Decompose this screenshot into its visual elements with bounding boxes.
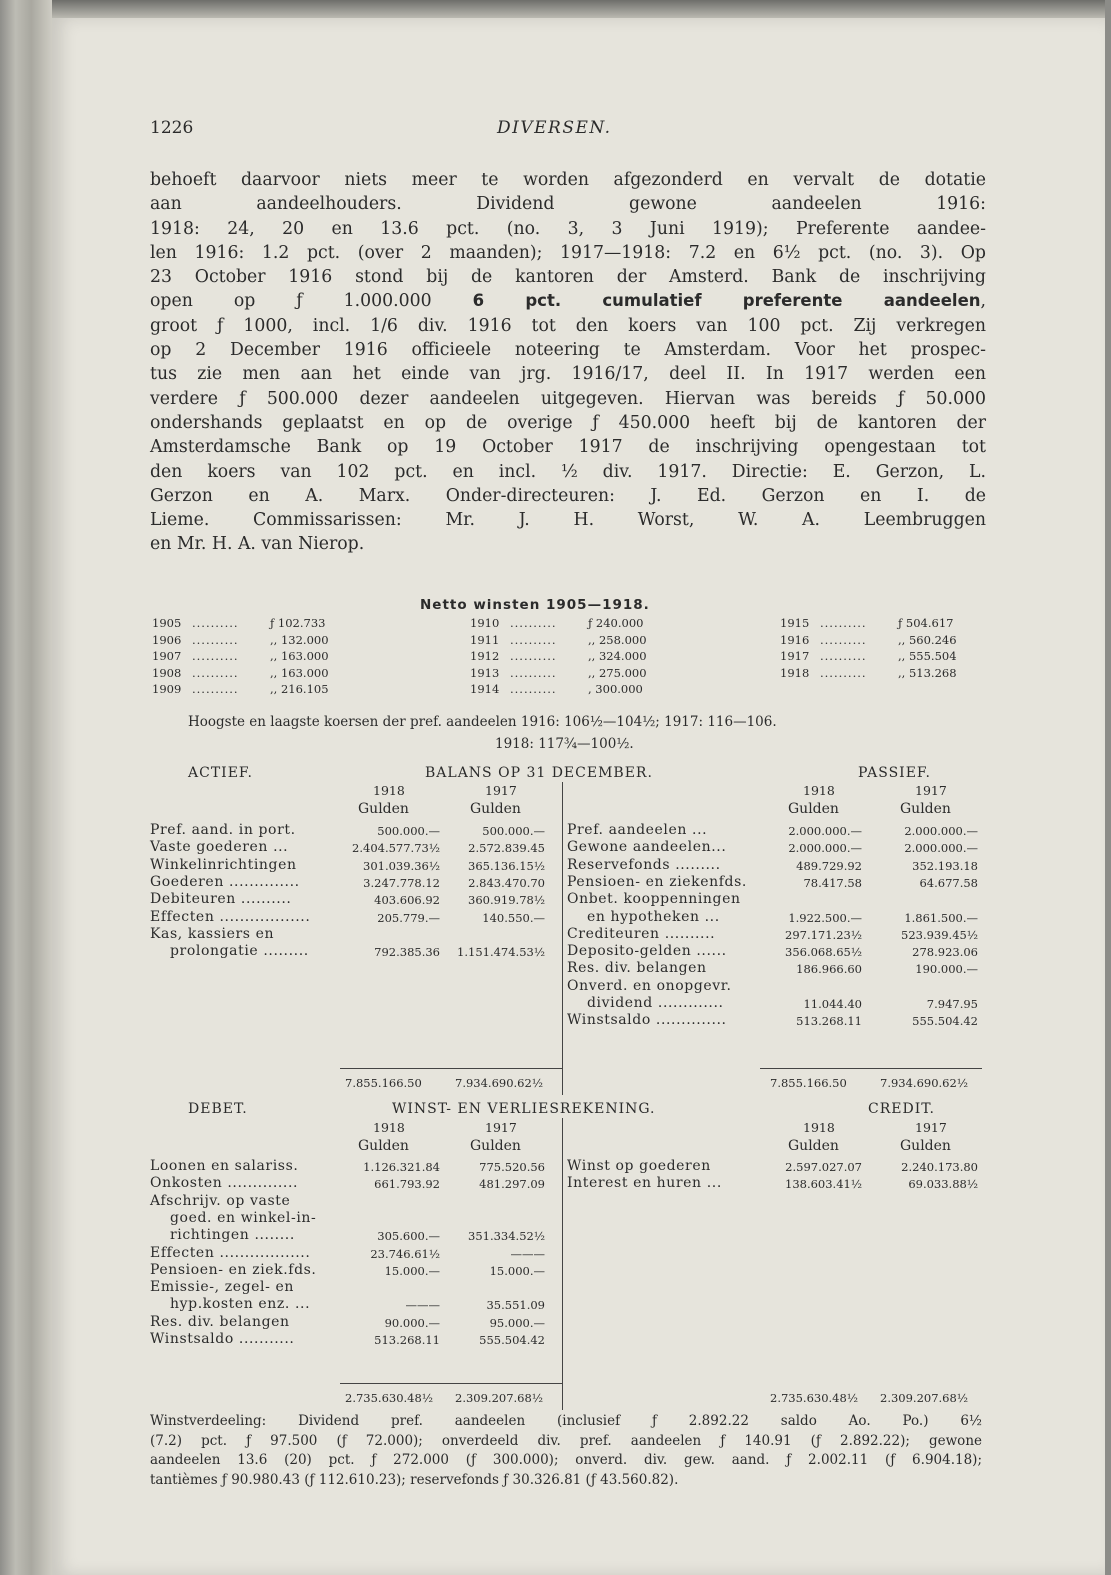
netto-year: 1906 bbox=[152, 632, 182, 647]
body-line: 1918: 24, 20 en 13.6 pct. (no. 3, 3 Juni 1919); Preferente aandee- bbox=[150, 218, 986, 239]
debet-label: Onkosten .............. bbox=[150, 1175, 299, 1192]
balans-actief-head: ACTIEF. bbox=[188, 765, 253, 781]
foot-line: tantièmes ƒ 90.980.43 (ƒ 112.610.23); reservefonds ƒ 30.326.81 (ƒ 43.560.82). bbox=[150, 1471, 679, 1488]
balans-year: 1917 bbox=[915, 783, 947, 798]
netto-amount: , 300.000 bbox=[588, 682, 643, 696]
passief-value-1917: 2.000.000.— bbox=[904, 824, 978, 838]
netto-row bbox=[152, 615, 329, 632]
body-line-part: open op ƒ 1.000.000 bbox=[150, 291, 473, 312]
netto-year: 1908 bbox=[152, 665, 182, 680]
actief-value-1918: 792.385.36 bbox=[374, 945, 440, 960]
passief-label: Pref. aandeelen ... bbox=[567, 822, 708, 838]
debet-label: Effecten .................. bbox=[150, 1244, 311, 1261]
netto-row bbox=[152, 648, 329, 665]
running-title: DIVERSEN. bbox=[497, 118, 612, 138]
debet-label: Winstsaldo ........... bbox=[150, 1331, 295, 1347]
netto-row bbox=[152, 681, 329, 698]
body-text bbox=[150, 168, 986, 557]
passief-value-1917: 523.939.45½ bbox=[901, 927, 978, 942]
balans-title: BALANS OP 31 DECEMBER. bbox=[425, 765, 653, 781]
netto-amount: ƒ 504.617 bbox=[898, 616, 954, 630]
credit-value-1918: 2.597.027.07 bbox=[785, 1160, 862, 1174]
body-line: ondershands geplaatst en op de overige ƒ 450.000 heeft bij de kantoren der bbox=[150, 412, 986, 433]
winst-title: WINST- EN VERLIESREKENING. bbox=[392, 1101, 656, 1117]
actief-label: Kas, kassiers en bbox=[150, 925, 275, 942]
body-line: Lieme. Commissarissen: Mr. J. H. Worst, W. A. Leembruggen bbox=[150, 510, 986, 531]
passief-label: Gewone aandeelen... bbox=[567, 839, 727, 856]
passief-value-1917: 352.193.18 bbox=[912, 858, 978, 873]
balans-unit: Gulden bbox=[358, 801, 409, 817]
winst-total-rule bbox=[340, 1383, 562, 1384]
debet-value-1917: 15.000.— bbox=[489, 1263, 545, 1278]
netto-year: 1907 bbox=[152, 649, 182, 663]
debet-value-1918: 513.268.11 bbox=[374, 1333, 440, 1347]
balans-year: 1918 bbox=[803, 783, 835, 798]
passief-label: Winstsaldo .............. bbox=[567, 1012, 727, 1029]
debet-label: richtingen ........ bbox=[170, 1227, 295, 1244]
credit-value-1917: 2.240.173.80 bbox=[901, 1160, 978, 1174]
scan-top-edge bbox=[0, 0, 1111, 18]
winst-year: 1918 bbox=[803, 1120, 835, 1135]
passief-value-1918: 11.044.40 bbox=[803, 997, 862, 1011]
winst-year: 1918 bbox=[373, 1120, 405, 1135]
winst-unit: Gulden bbox=[788, 1138, 839, 1154]
balans-passief-head: PASSIEF. bbox=[858, 765, 931, 781]
body-line: verdere ƒ 500.000 dezer aandeelen uitgegeven. Hiervan was bereids ƒ 50.000 bbox=[150, 388, 986, 409]
netto-amount: ƒ 102.733 bbox=[270, 616, 326, 630]
koers-line-1: Hoogste en laagste koersen der pref. aandeelen 1916: 106½—104½; 1917: 116—106. bbox=[188, 714, 777, 730]
netto-year: 1910 bbox=[470, 616, 500, 630]
debet-label: Afschrijv. op vaste bbox=[150, 1192, 291, 1209]
koers-line-2: 1918: 117¾—100½. bbox=[495, 736, 634, 752]
actief-value-1917: 2.572.839.45 bbox=[468, 841, 545, 856]
foot-line: (7.2) pct. ƒ 97.500 (ƒ 72.000); onverdeeld div. pref. aandeelen ƒ 140.91 (ƒ 2.892.22); gewone bbox=[150, 1432, 982, 1449]
actief-value-1918: 2.404.577.73½ bbox=[352, 841, 440, 856]
actief-label: Goederen .............. bbox=[150, 873, 300, 890]
debet-value-1918: 661.793.92 bbox=[374, 1177, 440, 1192]
netto-leader: .......... bbox=[192, 682, 239, 696]
passief-value-1918: 297.171.23½ bbox=[785, 927, 862, 942]
actief-value-1918: 3.247.778.12 bbox=[363, 875, 440, 890]
netto-amount: ,, 163.000 bbox=[270, 649, 329, 663]
netto-row bbox=[780, 665, 957, 682]
netto-year: 1905 bbox=[152, 616, 182, 630]
debet-value-1917: 351.334.52½ bbox=[468, 1229, 545, 1244]
netto-amount: ,, 275.000 bbox=[588, 665, 647, 680]
actief-label: Effecten .................. bbox=[150, 908, 311, 925]
balans-unit: Gulden bbox=[470, 801, 521, 817]
netto-row bbox=[470, 615, 647, 632]
balans-total: 7.855.166.50 bbox=[345, 1076, 422, 1090]
passief-label: en hypotheken ... bbox=[587, 908, 720, 925]
passief-value-1917: 555.504.42 bbox=[912, 1014, 978, 1029]
winst-center-rule bbox=[562, 1118, 563, 1410]
netto-row bbox=[152, 632, 329, 649]
balans-year: 1917 bbox=[485, 783, 517, 798]
body-line: den koers van 102 pct. en incl. ½ div. 1917. Directie: E. Gerzon, L. bbox=[150, 461, 986, 482]
passief-value-1917: 7.947.95 bbox=[926, 997, 978, 1011]
netto-amount: ,, 513.268 bbox=[898, 665, 957, 680]
winst-total: 2.735.630.48½ bbox=[345, 1391, 433, 1405]
netto-leader: .......... bbox=[510, 682, 557, 696]
debet-label: hyp.kosten enz. ... bbox=[170, 1296, 311, 1313]
netto-year: 1914 bbox=[470, 682, 500, 696]
netto-amount: ,, 216.105 bbox=[270, 682, 329, 696]
balans-total: 7.934.690.62½ bbox=[880, 1076, 968, 1090]
netto-row bbox=[470, 681, 647, 698]
passief-value-1918: 513.268.11 bbox=[796, 1014, 862, 1029]
netto-leader: .......... bbox=[192, 649, 239, 663]
debet-value-1918: 90.000.— bbox=[384, 1315, 440, 1330]
debet-value-1917: 555.504.42 bbox=[479, 1333, 545, 1347]
netto-year: 1909 bbox=[152, 682, 182, 696]
balans-total-rule bbox=[760, 1068, 982, 1069]
netto-row bbox=[780, 632, 957, 649]
balans-unit: Gulden bbox=[788, 801, 839, 817]
actief-value-1917: 2.843.470.70 bbox=[468, 875, 545, 890]
actief-value-1918: 205.779.— bbox=[377, 910, 440, 925]
debet-label: Emissie-, zegel- en bbox=[150, 1279, 295, 1296]
body-line: behoeft daarvoor niets meer te worden afgezonderd en vervalt de dotatie bbox=[150, 170, 986, 190]
netto-leader: .......... bbox=[192, 632, 239, 647]
netto-leader: .......... bbox=[192, 665, 239, 680]
balans-unit: Gulden bbox=[900, 801, 951, 817]
credit-value-1918: 138.603.41½ bbox=[785, 1177, 862, 1192]
foot-line: aandeelen 13.6 (20) pct. ƒ 272.000 (ƒ 300.000); onverd. div. gew. aand. ƒ 2.002.11 (ƒ 6.904.18); bbox=[150, 1452, 982, 1468]
body-line-part: , bbox=[980, 291, 986, 312]
netto-amount: ,, 258.000 bbox=[588, 632, 647, 647]
netto-row bbox=[470, 648, 647, 665]
netto-year: 1918 bbox=[780, 665, 810, 680]
netto-amount: ,, 163.000 bbox=[270, 665, 329, 680]
credit-value-1917: 69.033.88½ bbox=[908, 1177, 978, 1192]
winst-debet-head: DEBET. bbox=[188, 1101, 248, 1117]
actief-value-1917: 500.000.— bbox=[482, 824, 545, 838]
body-line: en Mr. H. A. van Nierop. bbox=[150, 534, 365, 555]
credit-label: Interest en huren ... bbox=[567, 1175, 722, 1192]
passief-value-1917: 2.000.000.— bbox=[904, 841, 978, 856]
passief-label: Onbet. kooppenningen bbox=[567, 891, 741, 908]
netto-leader: .......... bbox=[192, 616, 239, 630]
passief-label: Crediteuren .......... bbox=[567, 925, 716, 942]
body-line: Gerzon en A. Marx. Onder-directeuren: J. Ed. Gerzon en I. de bbox=[150, 485, 986, 506]
balans-center-rule bbox=[562, 782, 563, 1095]
passief-value-1918: 356.068.65½ bbox=[785, 945, 862, 960]
passief-value-1918: 78.417.58 bbox=[803, 875, 862, 890]
winst-total: 2.309.207.68½ bbox=[880, 1391, 968, 1405]
passief-value-1918: 186.966.60 bbox=[796, 962, 862, 977]
netto-row bbox=[152, 665, 329, 682]
passief-label: Deposito-gelden ...... bbox=[567, 943, 727, 960]
actief-label: Winkelinrichtingen bbox=[150, 856, 297, 873]
page-number: 1226 bbox=[150, 118, 194, 138]
balans-total: 7.855.166.50 bbox=[770, 1076, 847, 1090]
debet-value-1918: ——— bbox=[405, 1298, 440, 1313]
actief-label: Vaste goederen ... bbox=[150, 839, 289, 856]
netto-column-3 bbox=[780, 615, 957, 681]
passief-value-1917: 1.861.500.— bbox=[904, 910, 978, 925]
debet-value-1917: ——— bbox=[510, 1246, 545, 1261]
body-line: op 2 December 1916 officieele noteering te Amsterdam. Voor het prospec- bbox=[150, 340, 986, 361]
book-binding bbox=[0, 0, 52, 1575]
netto-leader: .......... bbox=[820, 649, 867, 663]
netto-year: 1915 bbox=[780, 616, 810, 630]
actief-value-1918: 500.000.— bbox=[377, 824, 440, 838]
netto-leader: .......... bbox=[820, 665, 867, 680]
netto-row bbox=[470, 665, 647, 682]
actief-value-1918: 403.606.92 bbox=[374, 893, 440, 908]
balans-total-rule bbox=[340, 1068, 562, 1069]
passief-label: Onverd. en onopgevr. bbox=[567, 977, 732, 994]
winst-unit: Gulden bbox=[470, 1138, 521, 1154]
netto-row bbox=[470, 632, 647, 649]
passief-value-1917: 190.000.— bbox=[915, 962, 978, 977]
netto-year: 1911 bbox=[470, 632, 500, 647]
actief-value-1917: 140.550.— bbox=[482, 910, 545, 925]
body-line: aan aandeelhouders. Dividend gewone aandeelen 1916: bbox=[150, 194, 986, 215]
winst-unit: Gulden bbox=[358, 1138, 409, 1154]
actief-value-1917: 365.136.15½ bbox=[468, 858, 545, 873]
netto-leader: .......... bbox=[510, 616, 557, 630]
balans-total: 7.934.690.62½ bbox=[455, 1076, 543, 1090]
passief-value-1918: 2.000.000.— bbox=[788, 824, 862, 838]
debet-value-1918: 305.600.— bbox=[377, 1229, 440, 1244]
body-line: 23 October 1916 stond bij de kantoren der Amsterd. Bank de inschrijving bbox=[150, 267, 986, 288]
netto-year: 1913 bbox=[470, 665, 500, 680]
actief-label: Pref. aand. in port. bbox=[150, 822, 296, 838]
netto-year: 1916 bbox=[780, 632, 810, 647]
passief-label: Res. div. belangen bbox=[567, 960, 707, 977]
netto-amount: ,, 132.000 bbox=[270, 632, 329, 647]
debet-value-1917: 95.000.— bbox=[489, 1315, 545, 1330]
passief-label: dividend ............. bbox=[587, 995, 724, 1011]
winst-unit: Gulden bbox=[900, 1138, 951, 1154]
netto-leader: .......... bbox=[820, 632, 867, 647]
netto-amount: ,, 324.000 bbox=[588, 649, 647, 663]
actief-label: prolongatie ......... bbox=[170, 943, 309, 960]
passief-value-1918: 489.729.92 bbox=[796, 858, 862, 873]
netto-amount: ,, 555.504 bbox=[898, 649, 957, 663]
winst-year: 1917 bbox=[915, 1120, 947, 1135]
netto-column-2 bbox=[470, 615, 647, 698]
netto-leader: .......... bbox=[510, 649, 557, 663]
debet-value-1917: 481.297.09 bbox=[479, 1177, 545, 1192]
debet-label: Loonen en salariss. bbox=[150, 1158, 299, 1174]
body-line: len 1916: 1.2 pct. (over 2 maanden); 1917—1918: 7.2 en 6½ pct. (no. 3). Op bbox=[150, 242, 986, 263]
actief-value-1917: 360.919.78½ bbox=[468, 893, 545, 908]
foot-line: Winstverdeeling: Dividend pref. aandeelen (inclusief ƒ 2.892.22 saldo Ao. Po.) 6½ bbox=[150, 1413, 982, 1429]
body-line: Amsterdamsche Bank op 19 October 1917 de inschrijving opengestaan tot bbox=[150, 437, 986, 458]
body-line-bold: 6 pct. cumulatief preferente aandeelen bbox=[472, 291, 981, 311]
debet-value-1917: 35.551.09 bbox=[486, 1298, 545, 1313]
body-line bbox=[150, 289, 986, 313]
debet-label: Res. div. belangen bbox=[150, 1313, 290, 1330]
winst-year: 1917 bbox=[485, 1120, 517, 1135]
netto-column-1 bbox=[152, 615, 329, 698]
debet-label: goed. en winkel-in- bbox=[170, 1209, 317, 1226]
winst-total: 2.735.630.48½ bbox=[770, 1391, 858, 1405]
passief-value-1918: 2.000.000.— bbox=[788, 841, 862, 856]
netto-row bbox=[780, 615, 957, 632]
passief-value-1917: 278.923.06 bbox=[912, 945, 978, 960]
winst-credit-head: CREDIT. bbox=[868, 1101, 935, 1117]
netto-row bbox=[780, 648, 957, 665]
credit-label: Winst op goederen bbox=[567, 1158, 711, 1174]
body-line: groot ƒ 1000, incl. 1/6 div. 1916 tot den koers van 100 pct. Zij verkregen bbox=[150, 315, 986, 336]
netto-title: Netto winsten 1905—1918. bbox=[420, 597, 650, 613]
actief-value-1918: 301.039.36½ bbox=[363, 858, 440, 873]
passief-label: Reservefonds ......... bbox=[567, 856, 721, 873]
passief-label: Pensioen- en ziekenfds. bbox=[567, 873, 747, 890]
debet-value-1918: 23.746.61½ bbox=[370, 1246, 440, 1261]
winstverdeeling-text bbox=[150, 1412, 982, 1490]
netto-leader: .......... bbox=[820, 616, 867, 630]
netto-amount: ƒ 240.000 bbox=[588, 616, 644, 630]
scan-right-edge bbox=[1105, 0, 1111, 1575]
debet-value-1918: 15.000.— bbox=[384, 1263, 440, 1278]
passief-value-1917: 64.677.58 bbox=[919, 875, 978, 890]
netto-leader: .......... bbox=[510, 665, 557, 680]
netto-leader: .......... bbox=[510, 632, 557, 647]
netto-amount: ,, 560.246 bbox=[898, 632, 957, 647]
debet-value-1918: 1.126.321.84 bbox=[363, 1160, 440, 1174]
body-line: tus zie men aan het einde van jrg. 1916/17, deel II. In 1917 werden een bbox=[150, 364, 986, 385]
passief-value-1918: 1.922.500.— bbox=[788, 910, 862, 925]
actief-label: Debiteuren .......... bbox=[150, 891, 292, 908]
actief-value-1917: 1.151.474.53½ bbox=[457, 945, 545, 960]
balans-year: 1918 bbox=[373, 783, 405, 798]
debet-label: Pensioen- en ziek.fds. bbox=[150, 1261, 317, 1278]
netto-year: 1917 bbox=[780, 649, 810, 663]
netto-year: 1912 bbox=[470, 649, 500, 663]
winst-total: 2.309.207.68½ bbox=[455, 1391, 543, 1405]
debet-value-1917: 775.520.56 bbox=[479, 1160, 545, 1174]
